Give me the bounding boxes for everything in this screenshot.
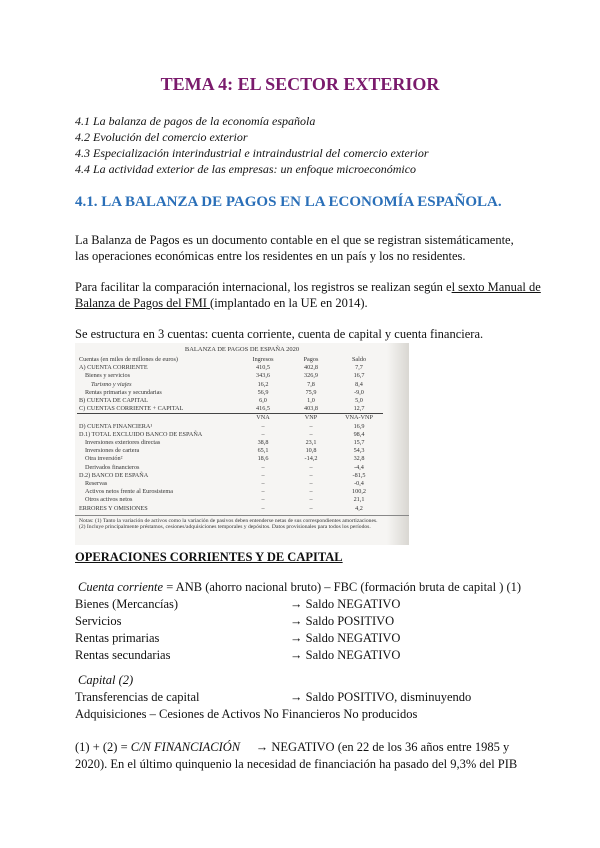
index-item: 4.4 La actividad exterior de las empresas: un enfoque microeconómico xyxy=(75,162,417,176)
table-cell: -4,4 xyxy=(354,463,364,471)
table-row xyxy=(77,480,383,488)
table-row xyxy=(77,405,383,414)
financing-line xyxy=(75,740,509,755)
list-item xyxy=(75,690,472,705)
table-row xyxy=(77,472,383,480)
table-cell: – xyxy=(309,496,313,504)
table-cell: 21,1 xyxy=(353,496,365,504)
table-cell: 403,8 xyxy=(304,405,318,413)
table-cell: 7,7 xyxy=(355,364,363,372)
current-account-definition xyxy=(78,580,521,595)
table-cell: 16,9 xyxy=(353,422,365,430)
paragraph xyxy=(75,296,368,311)
table-cell: 7,8 xyxy=(307,380,315,388)
table-cell: – xyxy=(261,422,265,430)
fmi-manual-link[interactable]: l sexto Manual de xyxy=(451,280,541,294)
result: → Saldo POSITIVO, disminuyendo xyxy=(290,690,472,704)
index-item: 4.2 Evolución del comercio exterior xyxy=(75,130,248,144)
table-cell: -81,5 xyxy=(352,471,366,479)
label: Rentas primarias xyxy=(75,631,160,645)
header-cell: Pagos xyxy=(303,356,319,363)
label: Cuenta corriente xyxy=(78,580,164,594)
result: → Saldo NEGATIVO xyxy=(290,597,401,611)
table-cell xyxy=(77,414,239,423)
label: C/N FINANCIACIÓN xyxy=(130,740,241,754)
table-row xyxy=(77,364,383,372)
table-cell: ERRORES Y OMISIONES xyxy=(79,504,148,512)
table-cell: Activos netos frente al Eurosistema xyxy=(85,488,173,496)
capital-label: Capital (2) xyxy=(78,673,134,687)
table-cell: – xyxy=(309,430,313,438)
label: Servicios xyxy=(75,614,122,628)
table-cell: 18,6 xyxy=(257,455,269,463)
table-cell: -14,2 xyxy=(304,455,318,463)
table-row xyxy=(77,455,383,463)
list-item xyxy=(75,614,395,629)
label: Rentas secundarias xyxy=(75,648,171,662)
table-cell: Inversiones exteriores directas xyxy=(85,439,161,447)
result: → Saldo NEGATIVO xyxy=(290,648,401,662)
table-cell: 56,9 xyxy=(257,388,269,396)
table-row xyxy=(77,414,383,423)
page-title: TEMA 4: EL SECTOR EXTERIOR xyxy=(160,74,440,94)
table-cell: VNP xyxy=(304,414,318,422)
table-cell: 23,1 xyxy=(305,439,317,447)
table-cell: – xyxy=(261,496,265,504)
result: → Saldo NEGATIVO xyxy=(290,631,401,645)
table-cell: 6,0 xyxy=(259,397,267,405)
table-row xyxy=(77,397,383,405)
table-cell: Turismo y viajes xyxy=(91,380,132,388)
table-cell: – xyxy=(309,504,313,512)
table-caption: BALANZA DE PAGOS DE ESPAÑA 2020 xyxy=(184,346,300,353)
table-cell: 8,4 xyxy=(355,380,363,388)
table-cell: 32,8 xyxy=(353,455,365,463)
balance-of-payments-table-image xyxy=(75,343,409,545)
index-item: 4.1 La balanza de pagos de la economía española xyxy=(75,114,316,128)
table-cell: D.1) TOTAL EXCLUIDO BANCO DE ESPAÑA xyxy=(79,430,203,438)
table-cell: 16,7 xyxy=(353,372,365,380)
table-cell: – xyxy=(261,488,265,496)
result: → Saldo POSITIVO xyxy=(290,614,395,628)
table-cell: – xyxy=(261,480,265,488)
table-cell: -9,0 xyxy=(354,388,364,396)
text: = ANB (ahorro nacional bruto) – FBC (formación bruta de capital ) (1) xyxy=(163,580,522,594)
table-cell: Bienes y servicios xyxy=(85,372,131,380)
header-cell: Saldo xyxy=(351,356,367,363)
table-cell: D.2) BANCO DE ESPAÑA xyxy=(79,471,149,479)
table-cell: – xyxy=(309,422,313,430)
table-cell: -0,4 xyxy=(354,480,364,488)
table-cell: 1,0 xyxy=(307,397,315,405)
table-cell: 98,4 xyxy=(353,430,365,438)
table-cell: VNA xyxy=(256,414,270,422)
list-item xyxy=(75,648,401,663)
table-note: Notas: (1) Tanto la variación de activos como la variación de pasivos deben entenderse netas de sus correspondientes amortizaciones. (2) Incluye principalmente préstamos, cesiones/adquisiciones temporales y depósitos. Datos provisionales para todos los períodos. xyxy=(75,515,409,533)
subsection-heading: OPERACIONES CORRIENTES Y DE CAPITAL xyxy=(75,550,343,564)
table-cell: 75,9 xyxy=(305,388,317,396)
table-row xyxy=(77,464,383,472)
table-cell: 10,8 xyxy=(305,447,317,455)
table-cell: 12,7 xyxy=(353,405,365,413)
table-cell: 4,2 xyxy=(355,504,363,512)
table-cell: Rentas primarias y secundarias xyxy=(85,388,162,396)
paragraph: Se estructura en 3 cuentas: cuenta corriente, cuenta de capital y cuenta financiera. xyxy=(75,327,484,341)
text: (implantado en la UE en 2014). xyxy=(210,296,368,310)
table-cell: – xyxy=(261,463,265,471)
table-cell: 326,9 xyxy=(304,372,318,380)
table-cell: B) CUENTA DE CAPITAL xyxy=(79,397,148,405)
table-cell: – xyxy=(261,430,265,438)
table-row xyxy=(77,439,383,447)
paragraph xyxy=(75,280,541,295)
balance-table xyxy=(77,356,383,513)
paragraph-line: La Balanza de Pagos es un documento contable en el que se registran sistemáticamente, xyxy=(75,233,514,247)
header-cell: Cuentas (en miles de millones de euros) xyxy=(79,356,178,363)
label: Bienes (Mercancías) xyxy=(75,597,179,611)
table-row xyxy=(77,496,383,504)
list-item: Adquisiciones – Cesiones de Activos No Financieros No producidos xyxy=(75,707,418,721)
table-row xyxy=(77,372,383,380)
table-cell: VNA-VNP xyxy=(345,414,373,422)
table-cell: 65,1 xyxy=(257,447,269,455)
text: (1) + (2) = xyxy=(75,740,131,754)
table-row xyxy=(77,431,383,439)
table-row xyxy=(77,488,383,496)
header-cell: Ingresos xyxy=(252,356,274,363)
table-row xyxy=(77,447,383,455)
table-cell: D) CUENTA FINANCIERA¹ xyxy=(79,422,153,430)
financing-line: 2020). En el último quinquenio la necesidad de financiación ha pasado del 9,3% del PIB xyxy=(75,757,518,771)
table-cell: A) CUENTA CORRIENTE xyxy=(79,364,148,372)
text: Para facilitar la comparación internacional, los registros se realizan según e xyxy=(75,280,452,294)
label: Transferencias de capital xyxy=(75,690,200,704)
table-cell: 100,2 xyxy=(352,488,366,496)
table-cell: Derivados financieros xyxy=(85,463,140,471)
table-cell: – xyxy=(309,488,313,496)
table-cell: 343,6 xyxy=(256,372,270,380)
table-row xyxy=(77,423,383,431)
list-item xyxy=(75,597,401,612)
text: → NEGATIVO (en 22 de los 36 años entre 1985 y xyxy=(240,740,510,754)
table-cell: – xyxy=(309,480,313,488)
table-cell: – xyxy=(309,463,313,471)
list-item xyxy=(75,631,401,646)
table-cell: 5,0 xyxy=(355,397,363,405)
table-row xyxy=(77,389,383,397)
table-cell: – xyxy=(261,471,265,479)
table-cell: – xyxy=(309,471,313,479)
table-cell: 38,8 xyxy=(257,439,269,447)
table-cell: 15,7 xyxy=(353,439,365,447)
table-cell: Inversiones de cartera xyxy=(85,447,140,455)
table-cell: 54,3 xyxy=(353,447,365,455)
table-cell: – xyxy=(261,504,265,512)
table-cell: Reservas xyxy=(85,480,108,488)
table-cell: 416,5 xyxy=(256,405,270,413)
section-heading: 4.1. LA BALANZA DE PAGOS EN LA ECONOMÍA ESPAÑOLA. xyxy=(75,194,502,210)
table-cell: Otros activos netos xyxy=(85,496,133,504)
table-cell: 410,5 xyxy=(256,364,270,372)
table-cell: 402,8 xyxy=(304,364,318,372)
table-header xyxy=(77,356,383,364)
fmi-manual-link[interactable]: Balanza de Pagos del FMI xyxy=(75,296,211,310)
paragraph-line: las operaciones económicas entre los residentes en un país y los no residentes. xyxy=(75,249,466,263)
table-row xyxy=(77,381,383,389)
table-row xyxy=(77,505,383,513)
index-item: 4.3 Especialización interindustrial e intraindustrial del comercio exterior xyxy=(75,146,429,160)
table-cell: Otra inversión² xyxy=(85,455,123,463)
table-cell: 16,2 xyxy=(257,380,269,388)
table-cell: C) CUENTAS CORRIENTE + CAPITAL xyxy=(79,405,184,413)
